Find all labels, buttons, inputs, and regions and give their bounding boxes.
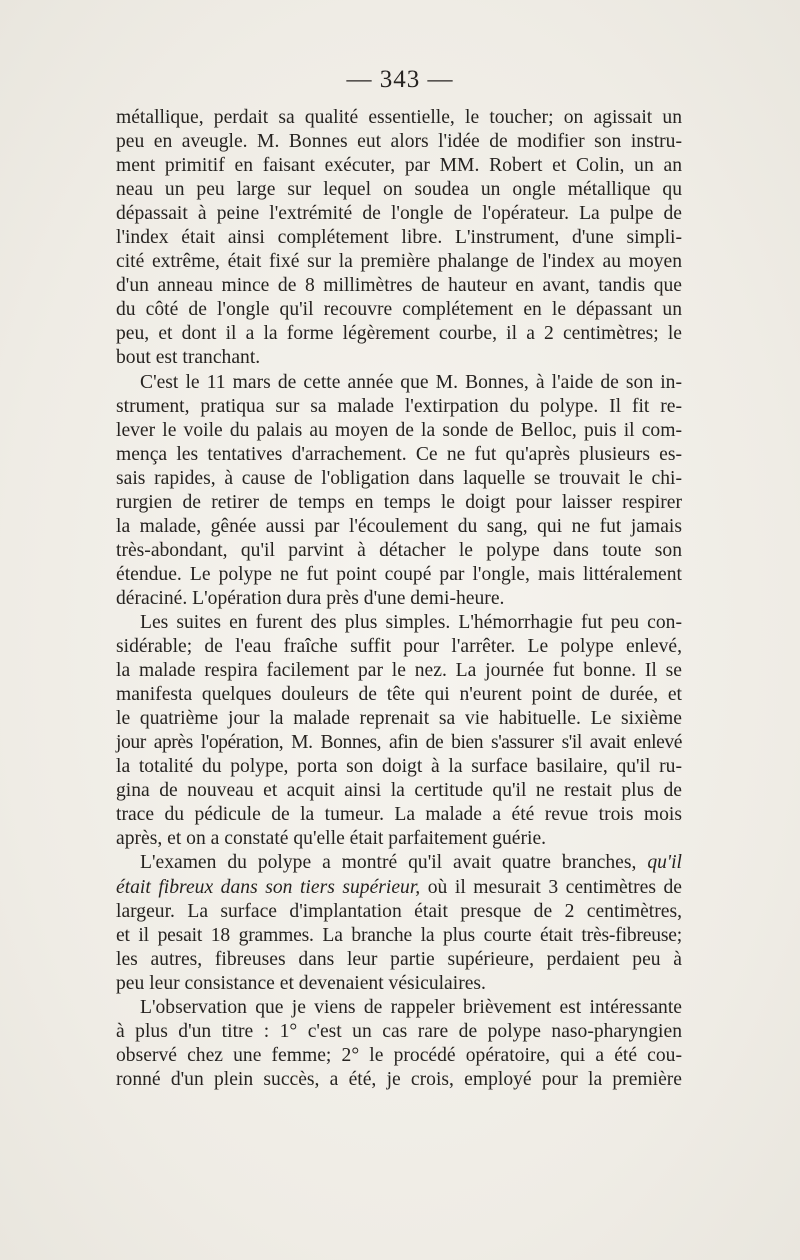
text-line-mixed xyxy=(116,851,682,875)
text-line: l'index était ainsi complétement libre. L'instrument, d'une simpli- xyxy=(116,227,682,249)
text-line: peu en aveugle. M. Bonnes eut alors l'idée de modifier son instru- xyxy=(116,131,682,153)
text-line: neau un peu large sur lequel on soudea un ongle métallique qu xyxy=(116,179,682,201)
text-line: strument, pratiqua sur sa malade l'extirpation du polype. Il fit re- xyxy=(116,395,682,417)
text-line: déraciné. L'opération dura près d'une demi-heure. xyxy=(116,587,505,609)
text-line-mixed xyxy=(116,876,682,900)
text-line: rurgien de retirer de temps en temps le doigt pour laisser respirer xyxy=(116,491,682,513)
paragraph-2 xyxy=(116,371,682,611)
text-line: ronné d'un plein succès, a été, je crois, employé pour la première xyxy=(116,1068,682,1090)
text-line: à plus d'un titre : 1° c'est un cas rare de polype naso-pharyngien xyxy=(116,1020,682,1042)
text-line: la totalité du polype, porta son doigt à la surface basilaire, qu'il ru- xyxy=(116,756,682,778)
text-line: sidérable; de l'eau fraîche suffit pour l'arrêter. Le polype enlevé, xyxy=(116,636,682,658)
text-line: gina de nouveau et acquit ainsi la certitude qu'il ne restait plus de xyxy=(116,780,682,802)
text-line: la malade respira facilement par le nez. La journée fut bonne. Il se xyxy=(116,660,682,682)
text-line: bout est tranchant. xyxy=(116,347,261,369)
body-text xyxy=(116,106,682,1092)
text-line: lever le voile du palais au moyen de la sonde de Belloc, puis il com- xyxy=(116,419,682,441)
page-number: — 343 — xyxy=(346,66,454,93)
text-line: dépassait à peine l'extrémité de l'ongle de l'opérateur. La pulpe de xyxy=(116,203,682,225)
text-segment: où il mesurait 3 centimètres de xyxy=(427,876,682,898)
text-line: très-abondant, qu'il parvint à détacher le polype dans toute son xyxy=(116,539,682,561)
text-line: C'est le 11 mars de cette année que M. Bonnes, à l'aide de son in- xyxy=(140,371,682,393)
text-line: ment primitif en faisant exécuter, par MM. Robert et Colin, un an xyxy=(116,155,682,177)
text-line: observé chez une femme; 2° le procédé opératoire, qui a été cou- xyxy=(116,1044,682,1066)
text-line: les autres, fibreuses dans leur partie supérieure, perdaient peu à xyxy=(116,948,682,970)
text-line: le quatrième jour la malade reprenait sa vie habituelle. Le sixième xyxy=(116,708,682,730)
paragraph-3 xyxy=(116,611,682,851)
text-line: Les suites en furent des plus simples. L'hémorrhagie fut peu con- xyxy=(140,611,682,633)
italic-segment: était fibreux dans son tiers supérieur, xyxy=(116,876,421,898)
text-line: et il pesait 18 grammes. La branche la plus courte était très-fibreuse; xyxy=(116,924,682,946)
text-line: étendue. Le polype ne fut point coupé par l'ongle, mais littéralement xyxy=(116,563,682,585)
text-line: jour après l'opération, M. Bonnes, afin de bien s'assurer s'il avait enlevé xyxy=(116,732,682,754)
text-line: sais rapides, à cause de l'obligation dans laquelle se trouvait le chi- xyxy=(116,467,682,489)
paragraph-5 xyxy=(116,996,682,1092)
text-segment: L'examen du polype a montré qu'il avait quatre branches, xyxy=(140,852,637,874)
text-line: la malade, gênée aussi par l'écoulement du sang, qui ne fut jamais xyxy=(116,515,682,537)
text-line: cité extrême, était fixé sur la première phalange de l'index au moyen xyxy=(116,251,682,273)
italic-segment: qu'il xyxy=(647,852,682,874)
paragraph-4 xyxy=(116,851,682,995)
text-line: après, et on a constaté qu'elle était parfaitement guérie. xyxy=(116,828,547,850)
text-line: d'un anneau mince de 8 millimètres de hauteur en avant, tandis que xyxy=(116,275,682,297)
text-line: largeur. La surface d'implantation était presque de 2 centimètres, xyxy=(116,900,682,922)
text-line: L'observation que je viens de rappeler brièvement est intéressante xyxy=(140,996,682,1018)
text-line: mença les tentatives d'arrachement. Ce ne fut qu'après plusieurs es- xyxy=(116,443,682,465)
paragraph-1 xyxy=(116,106,682,371)
text-line: peu leur consistance et devenaient vésiculaires. xyxy=(116,972,486,994)
text-line: du côté de l'ongle qu'il recouvre complétement en le dépassant un xyxy=(116,299,682,321)
text-line: manifesta quelques douleurs de tête qui n'eurent point de durée, et xyxy=(116,684,682,706)
text-line: peu, et dont il a la forme légèrement courbe, il a 2 centimètres; le xyxy=(116,323,682,345)
text-line: métallique, perdait sa qualité essentielle, le toucher; on agissait un xyxy=(116,107,682,128)
text-line: trace du pédicule de la tumeur. La malade a été revue trois mois xyxy=(116,804,682,826)
